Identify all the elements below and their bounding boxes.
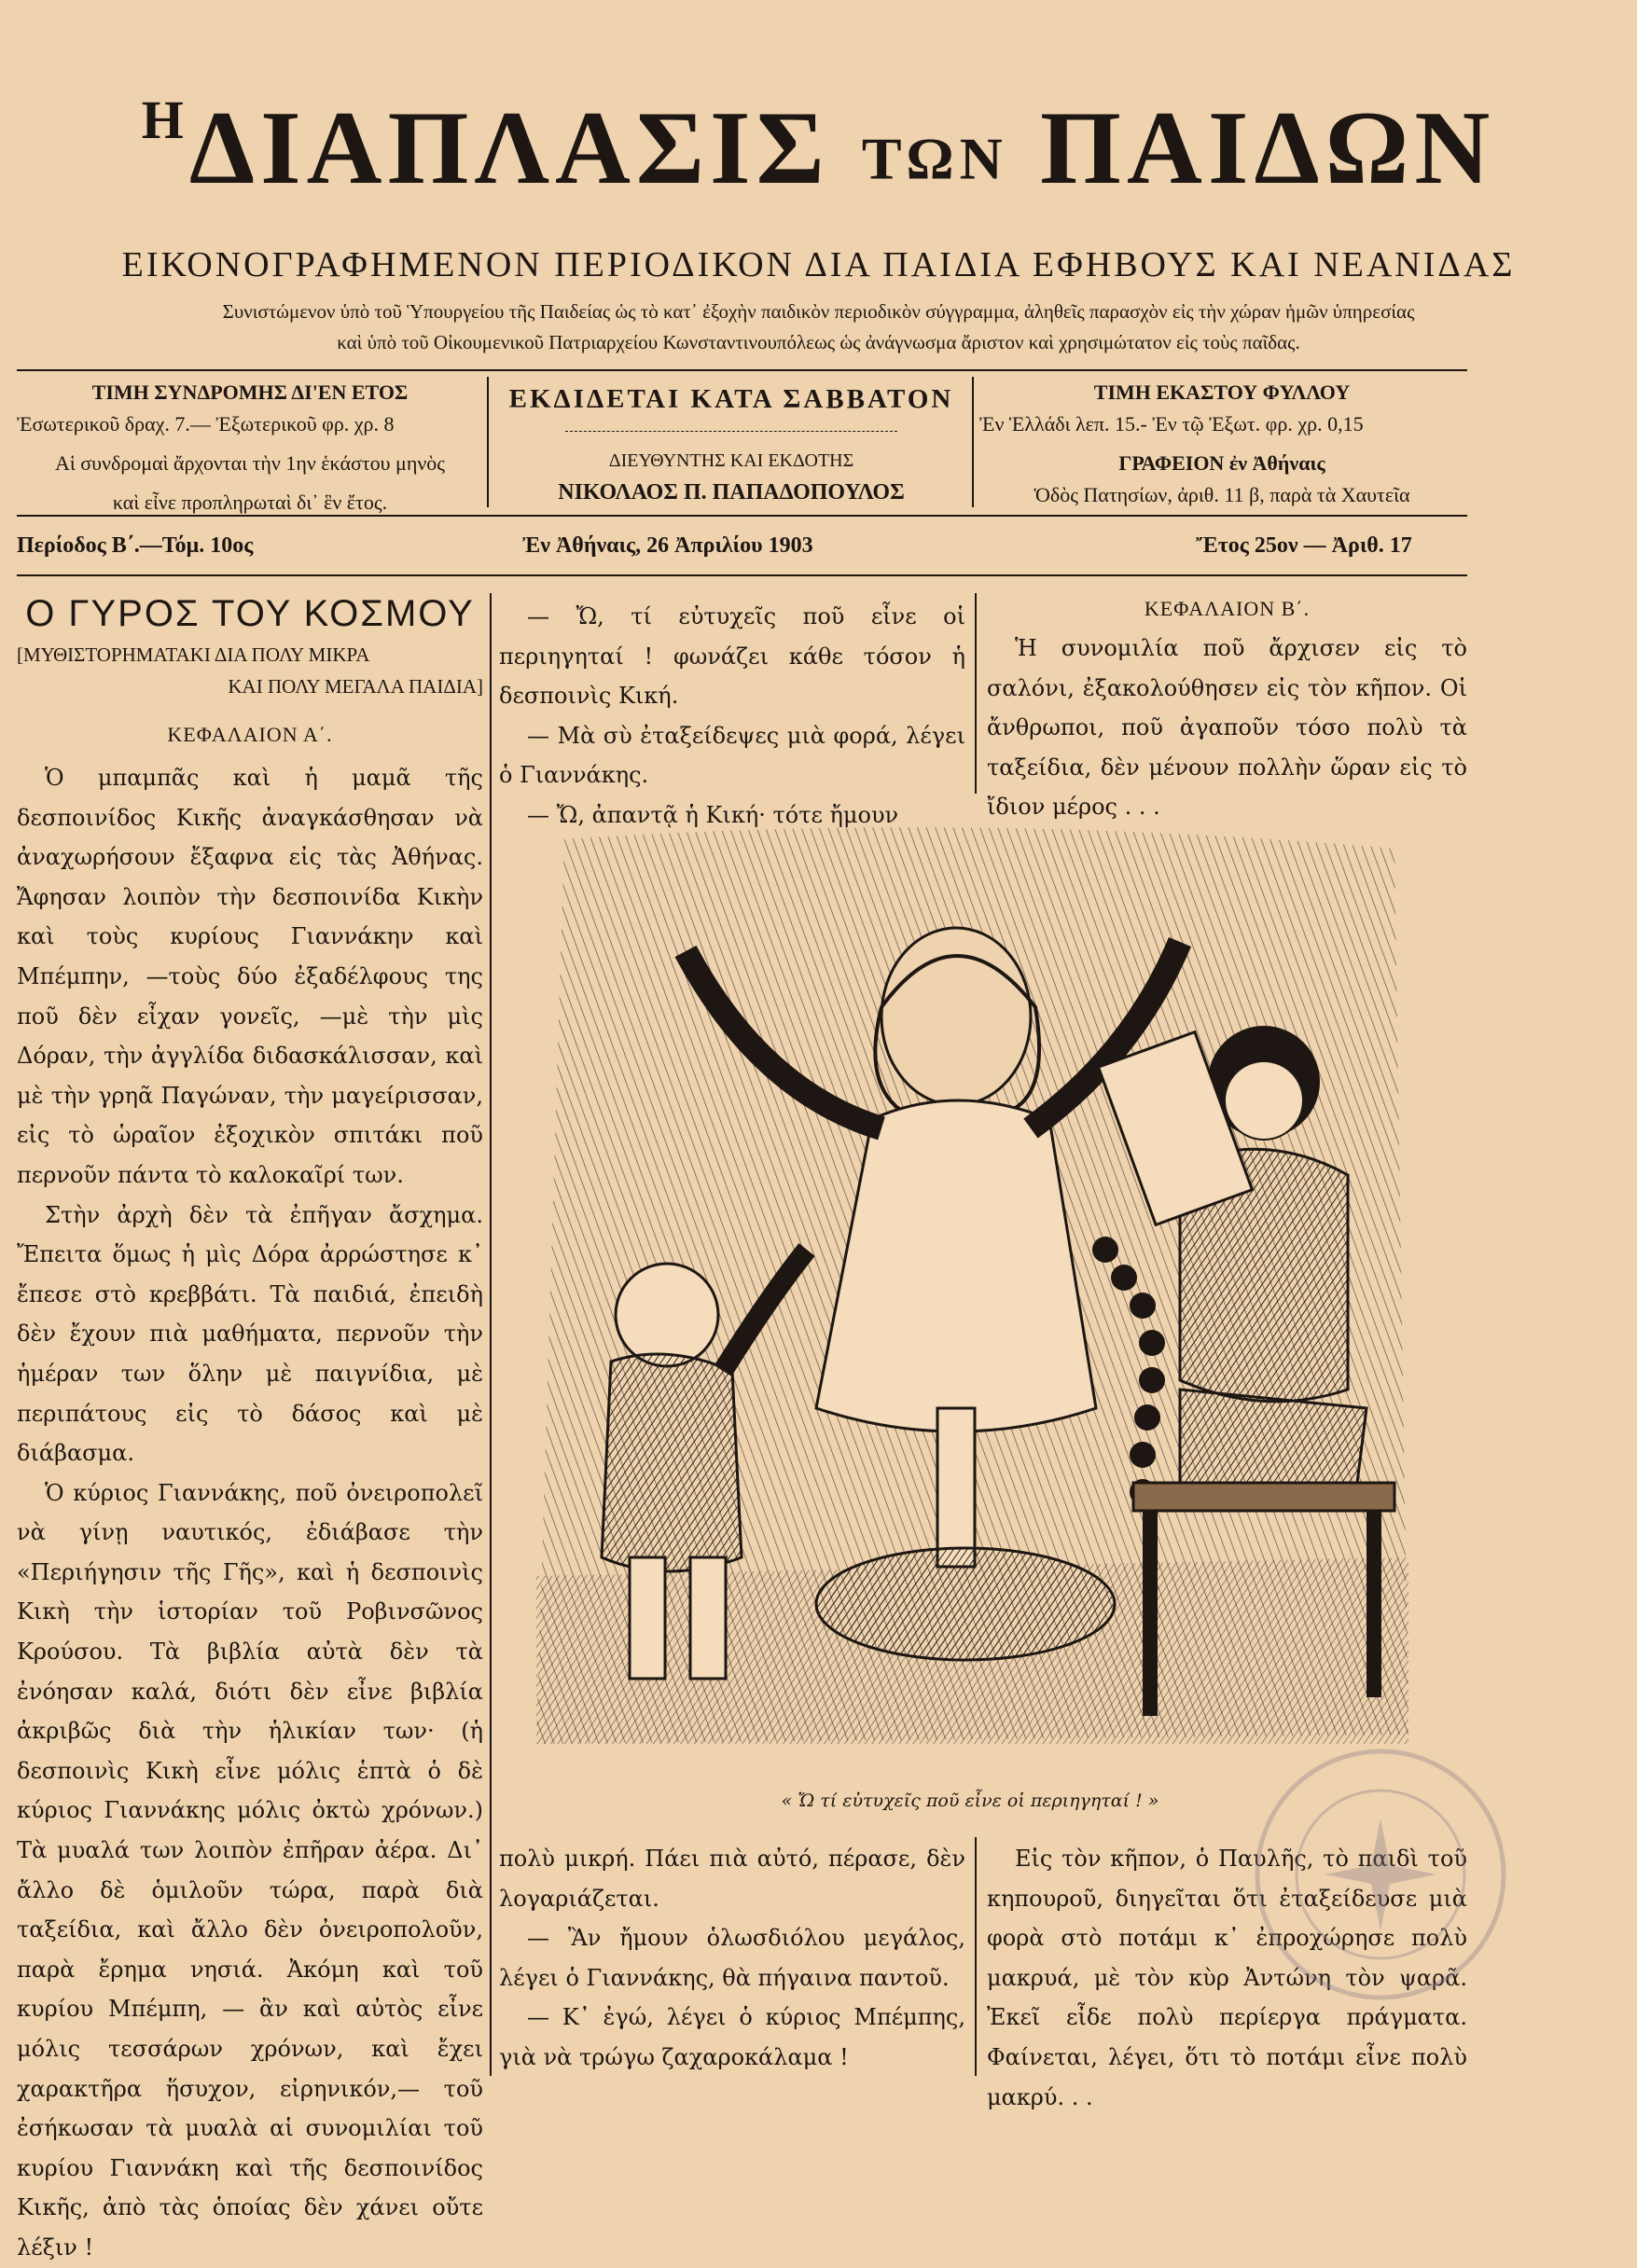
publisher-name: ΝΙΚΟΛΑΟΣ Π. ΠΑΠΑΔΟΠΟΥΛΟΣ — [558, 480, 905, 505]
dialogue-line: — Ὤ, τί εὐτυχεῖς ποῦ εἶνε οἱ περιηγηταί ! φωνάζει κάθε τόσον ἡ δεσποινὶς Κική. — [499, 603, 965, 710]
subtitle-line: ΚΑΙ ΠΟΛΥ ΜΕΓΑΛΑ ΠΑΙΔΙΑ] — [228, 675, 483, 698]
cushion — [816, 1548, 1115, 1660]
year-issue-number: Ἔτος 25ον — Ἀριθ. 17 — [1196, 533, 1412, 558]
subscription-title: ΤΙΜΗ ΣΥΝΔΡΟΜΗΣ ΔΙ'ΕΝ ΕΤΟΣ — [91, 380, 409, 404]
masthead-word-ton: ΤΩΝ — [861, 125, 1008, 192]
masthead-word-diaplasis: ΔΙΑΠΛΑΣΙΣ — [188, 90, 830, 206]
stamp-seal-icon — [1250, 1744, 1511, 2005]
divider — [17, 369, 1467, 371]
engraving-image — [527, 811, 1413, 1763]
period-volume: Περίοδος Β΄.—Τόμ. 10ος — [17, 533, 254, 558]
subscription-note: Αἱ συνδρομαὶ ἄρχονται τὴν 1ην ἑκάστου μηνὸς — [54, 451, 446, 475]
masthead-article: Η — [141, 90, 189, 150]
article-column-2-top — [499, 597, 965, 836]
dialogue-line: — Ἂν ἤμουν ὁλωσδιόλου μεγάλος, λέγει ὁ Γιαννάκης, θὰ πήγαινα παντοῦ. — [499, 1925, 965, 1991]
divider — [17, 574, 1467, 576]
masthead-word-paidon: ΠΑΙΔΩΝ — [1039, 90, 1496, 206]
divider — [487, 377, 489, 507]
issue-date: Ἐν Ἀθήναις, 26 Ἀπριλίου 1903 — [522, 533, 813, 558]
notice-line: καὶ ὑπὸ τοῦ Οἰκουμενικοῦ Πατριαρχείου Κωνσταντινουπόλεως ὡς ἀνάγνωσμα ἄριστον καὶ χρησιμώτατον εἰς τοὺς παῖδας. — [337, 331, 1300, 353]
divider — [17, 515, 1467, 517]
price-box — [979, 377, 1464, 511]
article-subtitle — [17, 639, 483, 702]
notice-line: Συνιστώμενον ὑπὸ τοῦ Ὑπουργείου τῆς Παιδείας ὡς τὸ κατ᾽ ἐξοχὴν παιδικὸν περιοδικὸν σύγγραμμα, ἀληθεῖς παρασχὸν εἰς τὴν χώραν ἡμῶν ὑπηρεσίας — [222, 300, 1415, 323]
publisher-role: ΔΙΕΥΘΥΝΤΗΣ ΚΑΙ ΕΚΔΟΤΗΣ — [608, 450, 854, 471]
divider — [565, 431, 897, 432]
publication-schedule: ΕΚΔΙΔΕΤΑΙ ΚΑΤΑ ΣΑΒΒΑΤΟΝ — [508, 384, 954, 414]
office-title: ΓΡΑΦΕΙΟΝ ἐν Ἀθήναις — [1118, 451, 1325, 475]
issue-price-title: ΤΙΜΗ ΕΚΑΣΤΟΥ ΦΥΛΛΟΥ — [1093, 380, 1351, 404]
masthead-title — [0, 89, 1637, 209]
divider — [972, 377, 974, 507]
illustration-children — [527, 811, 1413, 1763]
paragraph: Εἰς τὸν κῆπον, ὁ Παυλῆς, τὸ παιδὶ τοῦ κηπουροῦ, διηγεῖται ὅτι ἐταξείδευσε μιὰ φορὰ στὸ ποτάμι κ᾽ ἐπροχώρησε πολὺ μακρυά, μὲ τὸν κὺρ Ἀντώνη τὸν ψαρᾶ. Ἐκεῖ εἶδε πολὺ περίεργα πράγματα. Φαίνεται, λέγει, ὅτι τὸ ποτάμι εἶνε πολὺ μακρύ. . . — [987, 1846, 1467, 2110]
office-address: Ὁδὸς Πατησίων, ἀριθ. 11 β, παρὰ τὰ Χαυτεῖα — [1034, 483, 1410, 506]
illustration-caption: « Ὤ τί εὐτυχεῖς ποῦ εἶνε οἱ περιηγηταί ! » — [781, 1791, 1159, 1811]
subscription-box — [17, 377, 483, 519]
paragraph: πολὺ μικρή. Πάει πιὰ αὐτό, πέρασε, δὲν λογαριάζεται. — [499, 1846, 965, 1912]
masthead-subtitle: ΕΙΚΟΝΟΓΡΑΦΗΜΕΝΟΝ ΠΕΡΙΟΔΙΚΟΝ ΔΙΑ ΠΑΙΔΙΑ ΕΦΗΒΟΥΣ ΚΑΙ ΝΕΑΝΙΔΑΣ — [121, 245, 1516, 284]
paragraph: Ἡ συνομιλία ποῦ ἄρχισεν εἰς τὸ σαλόνι, ἐξακολούθησεν εἰς τὸν κῆπον. Οἱ ἄνθρωποι, ποῦ ἀγαποῦν τόσο πολὺ τὰ ταξείδια, δὲν μένουν πολλὴν ὥραν εἰς τὸ ἴδιον μέρος . . . — [987, 635, 1467, 821]
issue-price: Ἐν Ἑλλάδι λεπ. 15.- Ἐν τῷ Ἐξωτ. φρ. χρ. 0,15 — [979, 412, 1364, 436]
article-column-3-top — [987, 597, 1467, 827]
subscription-prices: Ἐσωτερικοῦ δραχ. 7.— Ἐξωτερικοῦ φρ. χρ. 8 — [17, 412, 395, 436]
paragraph: Ὁ κύριος Γιαννάκης, ποῦ ὀνειροπολεῖ νὰ γίνῃ ναυτικός, ἐδιάβασε τὴν «Περιήγησιν τῆς Γῆς», καὶ ἡ δεσποινὶς Κικὴ τὴν ἱστορίαν τοῦ Ροβινσῶνος Κρούσου. Τὰ βιβλία αὐτὰ δὲν τὰ ἐνόησαν καλά, διότι δὲν εἶνε βιβλία ἀκριβῶς διὰ τὴν ἡλικίαν των· (ἡ δεσποινὶς Κικὴ εἶνε μόλις ἑπτὰ ὁ δὲ κύριος Γιαννάκης μόλις ὀκτὼ χρόνων.) Τὰ μυαλά των λοιπὸν ἐπῆραν ἀέρα. Δι᾽ ἄλλο δὲ ὁμιλοῦν τώρα, παρὰ διὰ ταξείδια, καὶ ἄλλο δὲν ὀνειροπολοῦν, παρὰ ἔρημα νησιά. Ἀκόμη καὶ τοῦ κυρίου Μπέμπη, — ἂν καὶ αὐτὸς εἶνε μόλις τεσσάρων χρόνων, καὶ ἔχει χαρακτῆρα ἥσυχον, εἰρηνικόν,— τοῦ ἐσήκωσαν τὰ μυαλὰ αἱ συνομιλίαι τοῦ κυρίου Γιαννάκη καὶ τῆς δεσποινίδος Κικῆς, ἀπὸ τὰς ὁποίας δὲν χάνει οὔτε λέξιν ! — [17, 1479, 483, 2261]
chapter-heading: ΚΕΦΑΛΑΙΟΝ Α΄. — [167, 723, 333, 746]
subscription-note: καὶ εἶνε προπληρωταὶ δι᾽ ἓν ἔτος. — [112, 491, 388, 514]
archive-stamp — [1250, 1744, 1511, 2005]
dialogue-line: — Ὤ, ἀπαντᾷ ἡ Κική· τότε ἤμουν — [527, 801, 899, 828]
dialogue-line: — Μὰ σὺ ἐταξείδεψες μιὰ φορά, λέγει ὁ Γιαννάκης. — [499, 722, 965, 789]
column-divider — [975, 1837, 977, 2076]
column-divider — [975, 593, 977, 794]
article-text — [17, 758, 483, 2268]
dialogue-line: — Κ᾽ ἐγώ, λέγει ὁ κύριος Μπέμπης, γιὰ νὰ τρώγω ζαχαροκάλαμα ! — [499, 2004, 965, 2070]
article-column-2-bottom — [499, 1839, 965, 2078]
paragraph: Ὁ μπαμπᾶς καὶ ἡ μαμᾶ τῆς δεσποινίδος Κικῆς ἀναγκάσθησαν νὰ ἀναχωρήσουν ἔξαφνα εἰς τὰς Ἀθήνας. Ἄφησαν λοιπὸν τὴν δεσποινίδα Κικὴν καὶ τοὺς κυρίους Γιαννάκην καὶ Μπέμπην, —τοὺς δύο ἐξαδέλφους της ποῦ δὲν εἶχαν γονεῖς, —μὲ τὴν μὶς Δόραν, τὴν ἀγγλίδα διδασκάλισσαν, καὶ μὲ τὴν γρηᾶ Παγώναν, τὴν μαγείρισσαν, εἰς τὸ ὡραῖον ἐξοχικὸν σπιτάκι ποῦ περνοῦν πάντα τὸ καλοκαῖρί των. — [17, 765, 483, 1188]
paragraph: Στὴν ἀρχὴ δὲν τὰ ἐπῆγαν ἄσχημα. Ἔπειτα ὅμως ἡ μὶς Δόρα ἀρρώστησε κ᾽ ἔπεσε στὸ κρεββάτι. Τὰ παιδιά, ἐπειδὴ δὲν ἔχουν πιὰ μαθήματα, περνοῦν τὴν ἡμέραν των ὅλην μὲ παιγνίδια, μὲ περιπάτους εἰς τὸ δάσος καὶ μὲ διάβασμα. — [17, 1201, 483, 1467]
article-title: Ο ΓΥΡΟΣ ΤΟΥ ΚΟΣΜΟΥ — [25, 593, 475, 634]
subtitle-line: [ΜΥΘΙΣΤΟΡΗΜΑΤΑΚΙ ΔΙΑ ΠΟΛΥ ΜΙΚΡΑ — [17, 643, 370, 666]
column-divider — [490, 593, 492, 2076]
chapter-heading: ΚΕΦΑΛΑΙΟΝ Β΄. — [1144, 597, 1311, 620]
article-column-1 — [17, 593, 483, 2268]
endorsement-notice — [19, 297, 1618, 358]
publisher-box — [494, 380, 968, 508]
